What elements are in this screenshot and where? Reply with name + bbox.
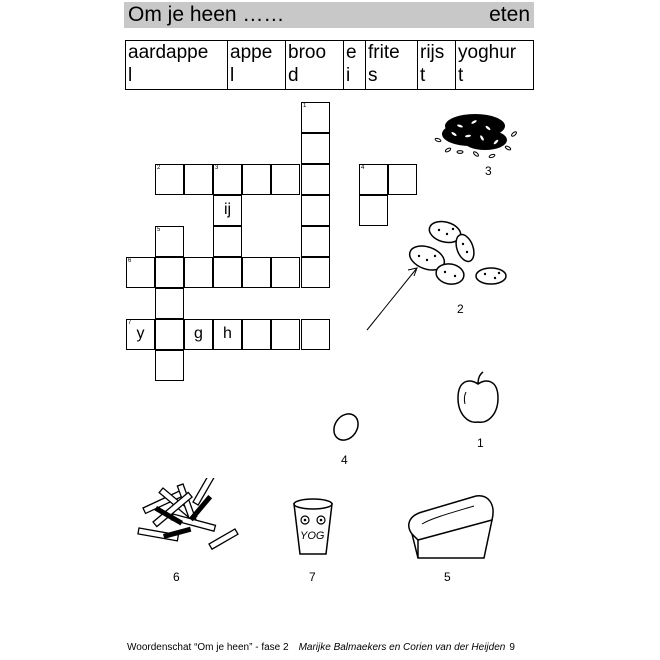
word-cell: appe l xyxy=(228,41,286,90)
picture-number: 6 xyxy=(173,570,180,584)
picture-number: 4 xyxy=(341,453,348,467)
crossword-cell[interactable] xyxy=(242,164,271,195)
crossword-cell[interactable] xyxy=(155,350,184,381)
picture-number: 1 xyxy=(477,436,484,450)
crossword-cell[interactable] xyxy=(301,257,330,288)
crossword-cell[interactable] xyxy=(301,133,330,164)
yoghurt-icon xyxy=(290,496,336,558)
crossword-cell[interactable] xyxy=(155,288,184,319)
crossword-cell[interactable] xyxy=(388,164,417,195)
crossword-cell[interactable] xyxy=(184,164,213,195)
word-bank xyxy=(125,40,534,90)
word-cell: yoghur t xyxy=(456,41,534,90)
crossword-cell[interactable]: g xyxy=(184,319,213,350)
word-cell: frite s xyxy=(366,41,418,90)
picture-number: 2 xyxy=(457,302,464,316)
crossword-cell[interactable] xyxy=(301,195,330,226)
rice-icon xyxy=(430,106,520,166)
crossword-cell[interactable] xyxy=(155,319,184,350)
page-title: Om je heen …… xyxy=(128,3,285,26)
title-bar xyxy=(124,2,534,28)
yoghurt-label: YOG xyxy=(300,530,325,542)
fries-icon xyxy=(133,478,245,556)
crossword-cell[interactable]: 2 xyxy=(155,164,184,195)
picture-number: 5 xyxy=(444,570,451,584)
crossword-cell[interactable] xyxy=(155,257,184,288)
crossword-cell[interactable] xyxy=(213,257,242,288)
crossword-cell[interactable]: ij xyxy=(213,195,242,226)
crossword-cell[interactable]: 1 xyxy=(301,102,330,133)
crossword-cell[interactable] xyxy=(184,257,213,288)
apple-icon xyxy=(452,370,504,428)
word-cell: rijs t xyxy=(418,41,456,90)
crossword-cell[interactable] xyxy=(271,164,300,195)
crossword-cell[interactable] xyxy=(359,195,388,226)
crossword-cell[interactable]: 7 y xyxy=(126,319,155,350)
crossword-cell[interactable] xyxy=(271,257,300,288)
crossword-cell[interactable] xyxy=(301,164,330,195)
crossword-cell[interactable]: 6 xyxy=(126,257,155,288)
crossword-cell[interactable] xyxy=(301,226,330,257)
word-cell: aardappe l xyxy=(126,41,228,90)
crossword-cell[interactable] xyxy=(242,257,271,288)
egg-icon xyxy=(330,410,362,444)
crossword-cell[interactable]: 4 xyxy=(359,164,388,195)
crossword-cell[interactable]: h xyxy=(213,319,242,350)
bread-icon xyxy=(404,490,496,562)
picture-number: 3 xyxy=(485,164,492,178)
page-number: 9 xyxy=(509,642,515,653)
picture-number: 7 xyxy=(309,570,316,584)
crossword-cell[interactable]: 3 xyxy=(213,164,242,195)
crossword-cell[interactable] xyxy=(242,319,271,350)
footer-title: Woordenschat “Om je heen” - fase 2 xyxy=(127,642,289,653)
crossword-cell[interactable] xyxy=(301,319,330,350)
word-cell: e i xyxy=(344,41,366,90)
crossword-cell[interactable]: 5 xyxy=(155,226,184,257)
word-cell: broo d xyxy=(286,41,344,90)
footer-authors: Marijke Balmaekers en Corien van der Heijden xyxy=(298,642,506,653)
page-title-topic: eten xyxy=(489,3,530,26)
arrow-icon xyxy=(362,262,422,334)
crossword-cell[interactable] xyxy=(213,226,242,257)
crossword-cell[interactable] xyxy=(271,319,300,350)
footer xyxy=(127,642,515,653)
